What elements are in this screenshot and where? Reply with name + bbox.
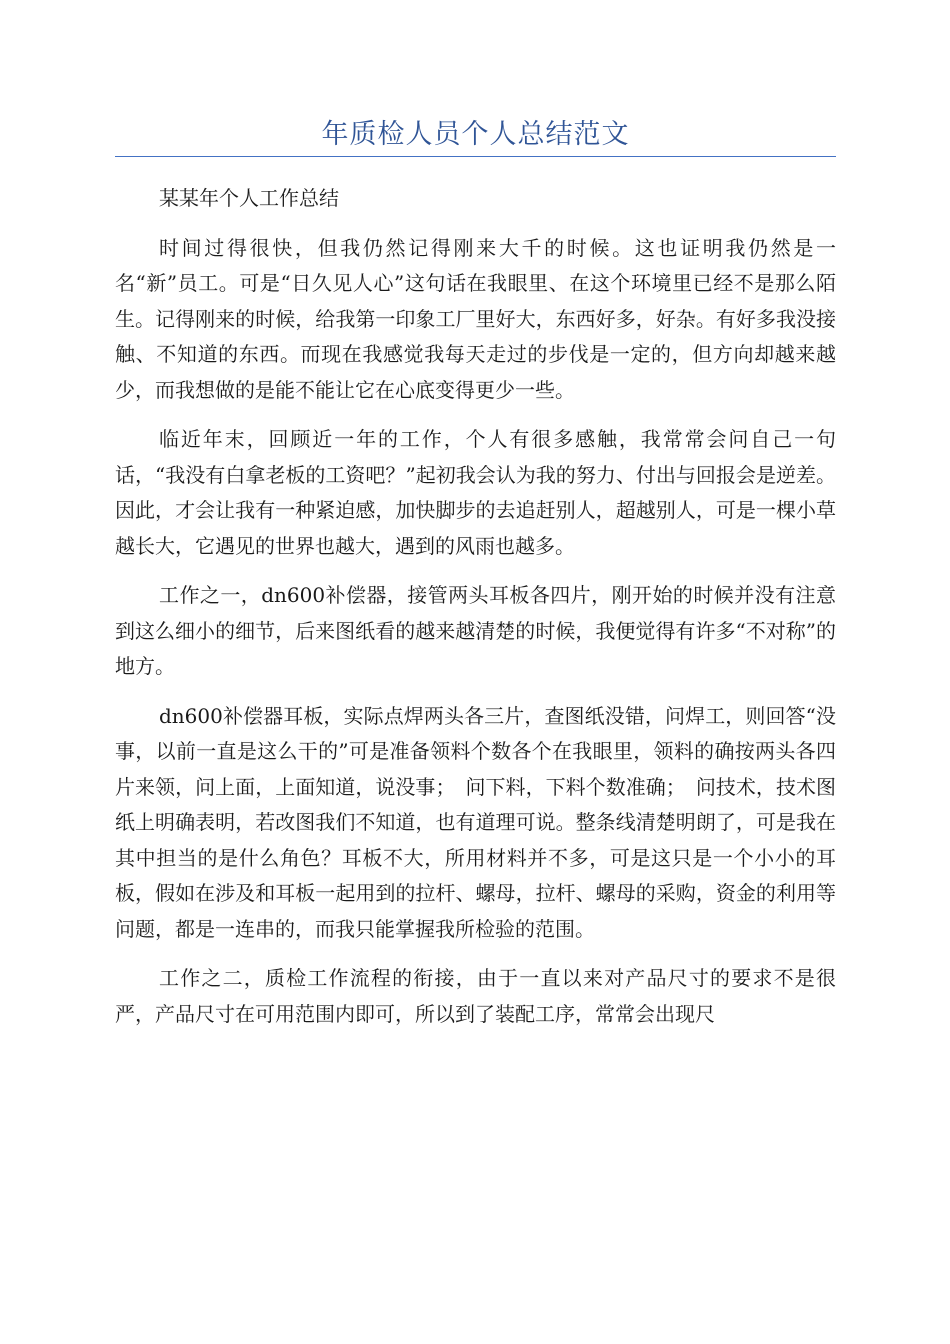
document-page (115, 0, 836, 1032)
paragraph: dn600补偿器耳板，实际点焊两头各三片，查图纸没错，问焊工，则回答“没事，以前一直是这么干的”可是准备领料个数各个在我眼里，领料的确按两头各四片来领，问上面，上面知道，说没事； 问下料，下料个数准确； 问技术，技术图纸上明确表明，若改图我们不知道，也有道理可说。整条线清楚明朗了，可是我在其中担当的是什么角色？耳板不大，所用材料并不多，可是这只是一个小小的耳板，假如在涉及和耳板一起用到的拉杆、螺母，拉杆、螺母的采购，资金的利用等问题，都是一连串的，而我只能掌握我所检验的范围。 (115, 703, 836, 941)
paragraph: 工作之二，质检工作流程的衔接，由于一直以来对产品尺寸的要求不是很严，产品尺寸在可用范围内即可，所以到了装配工序，常常会出现尺 (115, 966, 836, 1026)
paragraph: 临近年末，回顾近一年的工作，个人有很多感触，我常常会问自己一句话，“我没有白拿老板的工资吧？”起初我会认为我的努力、付出与回报会是逆差。因此，才会让我有一种紧迫感，加快脚步的去追赶别人，超越别人，可是一棵小草越长大，它遇见的世界也越大，遇到的风雨也越多。 (115, 427, 836, 558)
document-title: 年质检人员个人总结范文 (321, 119, 630, 150)
title-underline (115, 156, 836, 157)
paragraph-heading: 某某年个人工作总结 (159, 186, 339, 210)
paragraph: 时间过得很快，但我仍然记得刚来大千的时候。这也证明我仍然是一名“新”员工。可是“日久见人心”这句话在我眼里、在这个环境里已经不是那么陌生。记得刚来的时候，给我第一印象工厂里好大，东西好多，好杂。有好多我没接触、不知道的东西。而现在我感觉我每天走过的步伐是一定的，但方向却越来越少，而我想做的是能不能让它在心底变得更少一些。 (115, 235, 836, 402)
paragraph: 工作之一，dn600补偿器，接管两头耳板各四片，刚开始的时候并没有注意到这么细小的细节，后来图纸看的越来越清楚的时候，我便觉得有许多“不对称”的地方。 (115, 583, 836, 678)
